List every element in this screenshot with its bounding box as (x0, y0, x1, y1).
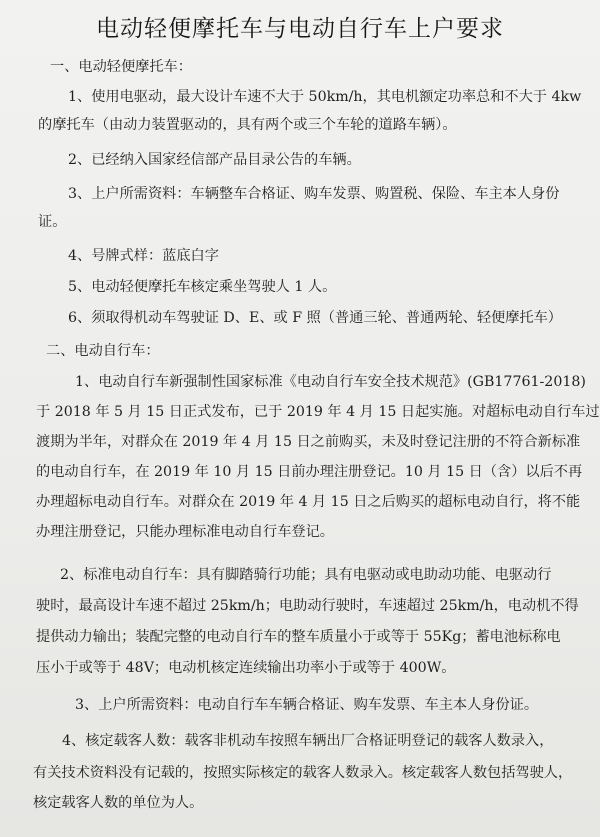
section2-item1-line2: 于 2018 年 5 月 15 日正式发布，已于 2019 年 4 月 15 日起实施。对超标电动自行车过 (36, 404, 600, 420)
document-title: 电动轻便摩托车与电动自行车上户要求 (96, 16, 504, 42)
section1-item3-line2: 证。 (38, 214, 67, 230)
section2-item2-line3: 提供动力输出；装配完整的电动自行车的整车质量小于或等于 55Kg；蓄电池标称电 (36, 629, 561, 645)
section1-item3-line1: 3、上户所需资料：车辆整车合格证、购车发票、购置税、保险、车主本人身份 (68, 186, 560, 202)
section2-item2-line4: 压小于或等于 48V；电动机核定连续输出功率小于或等于 400W。 (36, 660, 456, 676)
section2-item1-line4: 的电动自行车，在 2019 年 10 月 15 日前办理注册登记。10 月 15 日（含）以后不再 (36, 464, 583, 480)
section1-heading: 一、电动轻便摩托车： (50, 59, 192, 75)
section2-item1-line3: 渡期为半年，对群众在 2019 年 4 月 15 日之前购买，未及时登记注册的不符合新标准 (36, 434, 581, 450)
section2-item4-line2: 有关技术资料没有记载的，按照实际核定的载客人数录入。核定载客人数包括驾驶人， (33, 765, 573, 781)
section2-item4-line1: 4、核定载客人数：载客非机动车按照车辆出厂合格证明登记的载客人数录入， (62, 733, 554, 749)
section1-item1-line2: 的摩托车（由动力装置驱动的，具有两个或三个车轮的道路车辆）。 (38, 117, 457, 133)
section2-item1-line5: 办理超标电动自行车。对群众在 2019 年 4 月 15 日之后购买的超标电动自行，将不能 (36, 494, 581, 510)
section2-item1-line1: 1、电动自行车新强制性国家标准《电动自行车安全技术规范》(GB17761-2018) (75, 374, 586, 390)
section2-item2-line2: 驶时，最高设计车速不超过 25km/h；电助动行驶时，车速超过 25km/h，电动机不得 (36, 598, 579, 614)
section1-item5: 5、电动轻便摩托车核定乘坐驾驶人 1 人。 (68, 279, 337, 295)
section2-item1-line6: 办理注册登记，只能办理标准电动自行车登记。 (36, 524, 334, 540)
section2-item4-line3: 核定载客人数的单位为人。 (33, 795, 204, 811)
section1-item1-line1: 1、使用电驱动，最大设计车速不大于 50km/h，其电机额定功率总和不大于 4kw (68, 89, 582, 105)
section2-item3: 3、上户所需资料：电动自行车车辆合格证、购车发票、车主本人身份证。 (75, 697, 539, 713)
section2-item2-line1: 2、标准电动自行车：具有脚踏骑行功能；具有电驱动或电助动功能、电驱动行 (60, 567, 552, 583)
section1-item6: 6、须取得机动车驾驶证 D、E、或 F 照（普通三轮、普通两轮、轻便摩托车） (68, 310, 562, 326)
section1-item4: 4、号牌式样：蓝底白字 (68, 248, 219, 264)
section2-heading: 二、电动自行车： (46, 343, 160, 359)
section1-item2: 2、已经纳入国家经信部产品目录公告的车辆。 (68, 152, 361, 168)
